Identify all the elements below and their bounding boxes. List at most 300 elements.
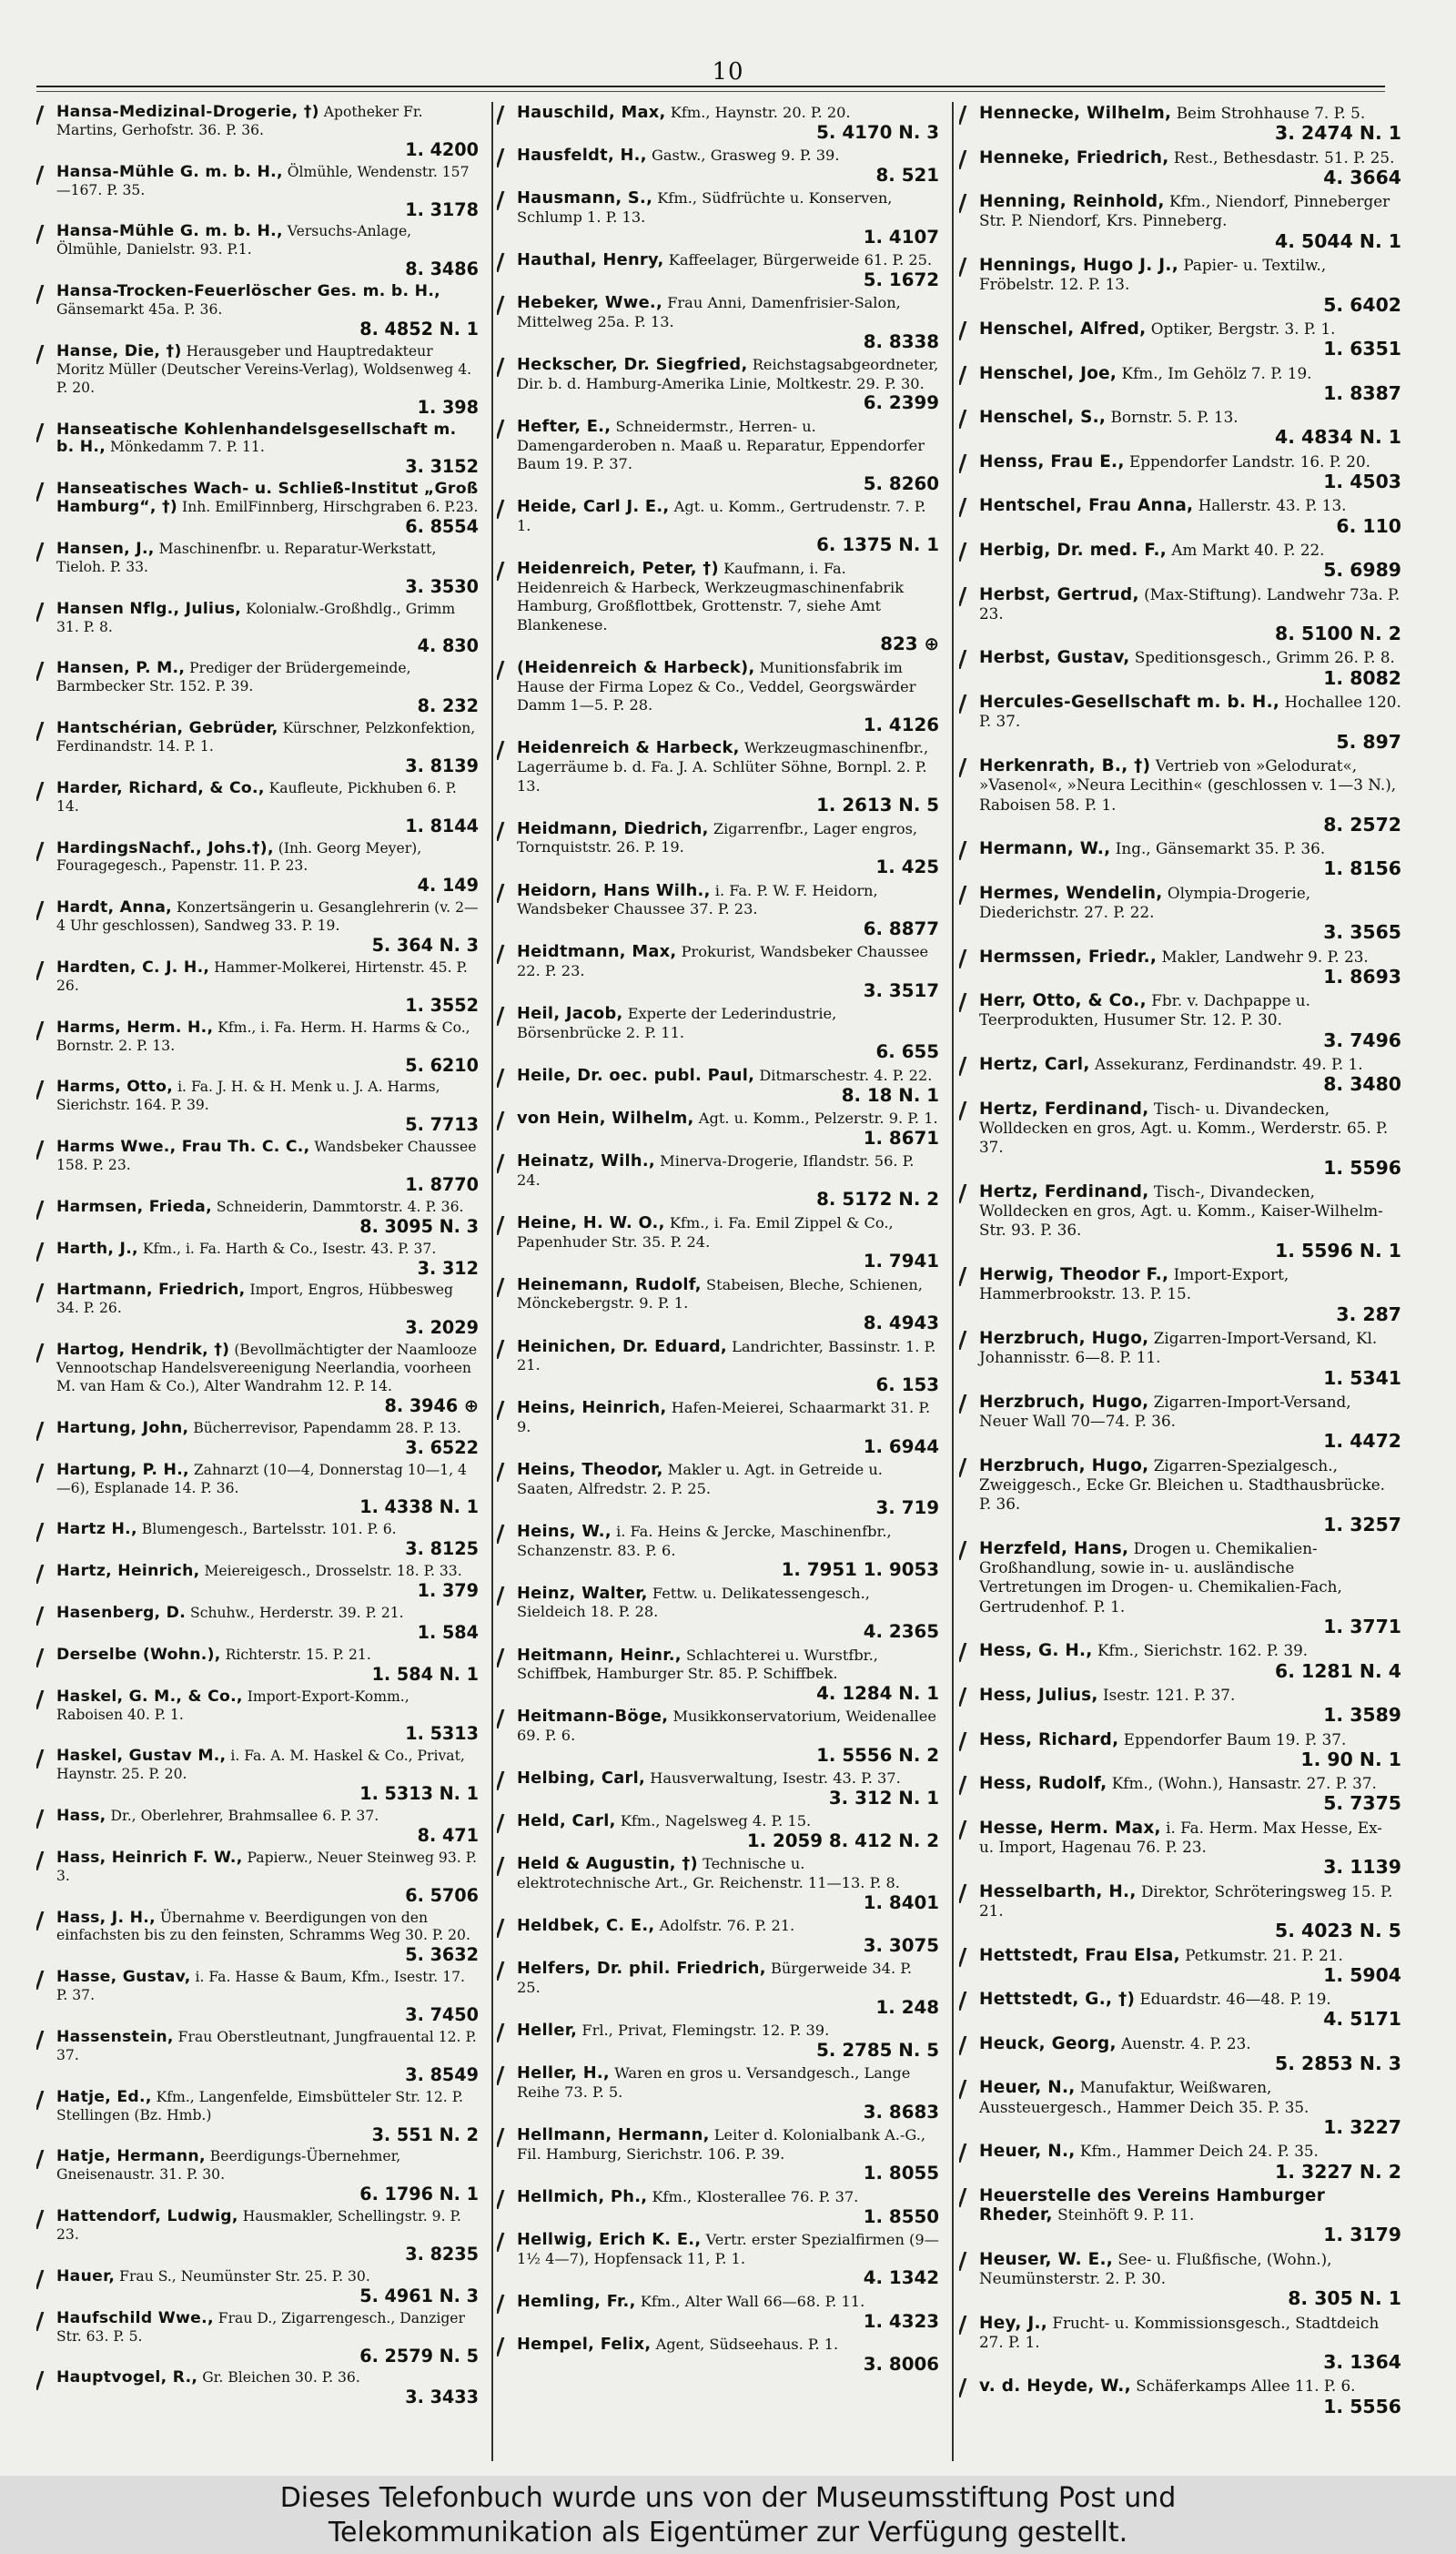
entry-address: Kaufleute, Pickhuben 6. P. 14.	[56, 779, 457, 815]
entry-address: Kolonialw.-Großhdlg., Grimm 31. P. 8.	[56, 600, 456, 635]
entry-address: Petkumstr. 21. P. 21.	[1185, 1945, 1343, 1964]
directory-column-1	[36, 102, 484, 2464]
entry-phone-number: 1. 398	[417, 396, 479, 418]
entry-phone-number: 1. 8055	[863, 2163, 939, 2184]
entry-phone-number: 6. 110	[1336, 514, 1401, 537]
entry-name: Hebeker, Wwe.,	[517, 293, 663, 313]
entry-address: Fbr. v. Dachpappe u. Teerprodukten, Husumer Str. 12. P. 30.	[979, 991, 1310, 1029]
entry-address: Eppendorfer Landstr. 16. P. 20.	[1128, 451, 1370, 471]
entry-phone-number: 4. 4834 N. 1	[1275, 426, 1401, 449]
entry-name: Heinemann, Rudolf,	[517, 1274, 702, 1294]
entry-address: Manufaktur, Weißwaren, Aussteuergesch., Hammer Deich 35. P. 35.	[979, 2078, 1309, 2116]
entry-phone-number: 1. 3227 N. 2	[1275, 2160, 1401, 2183]
entry-name: Henschel, Joe,	[979, 363, 1117, 383]
entry-phone-number: 3. 719	[875, 1497, 939, 1519]
entry-phone-number: 1. 4472	[1323, 1430, 1401, 1453]
entry-name: Hey, J.,	[979, 2313, 1048, 2333]
entry-name: Harms, Herm. H.,	[56, 1018, 214, 1037]
entry-address: Frl., Privat, Flemingstr. 12. P. 39.	[581, 2022, 830, 2040]
entry-address: Minerva-Drogerie, Iflandstr. 56. P. 24.	[517, 1152, 915, 1189]
entry-address: Makler u. Agt. in Getreide u. Saaten, Alfredstr. 2. P. 25.	[517, 1461, 883, 1497]
directory-entry	[497, 1397, 945, 1459]
entry-address: Gänsemarkt 45a. P. 36.	[56, 301, 223, 319]
directory-entry	[959, 1327, 1407, 1391]
directory-entry	[497, 737, 945, 817]
directory-entry	[36, 341, 484, 420]
directory-entry	[959, 539, 1407, 583]
entry-phone-number: 1. 3552	[405, 994, 479, 1016]
directory-entry	[959, 2032, 1407, 2077]
entry-name: Heidenreich, Peter, †)	[517, 559, 719, 579]
directory-entry	[36, 1077, 484, 1137]
directory-entry	[36, 1519, 484, 1561]
entry-name: Hauthal, Henry,	[517, 250, 664, 270]
entry-phone-number: 5. 3632	[405, 1944, 479, 1966]
directory-entry	[497, 1003, 945, 1065]
entry-name: Heuerstelle des Vereins Hamburger Rheder,	[979, 2185, 1326, 2225]
entry-phone-number: 4. 5044 N. 1	[1275, 229, 1401, 252]
directory-entry	[959, 691, 1407, 755]
entry-phone-number: 4. 1284 N. 1	[816, 1682, 939, 1704]
entry-address: Agt. u. Komm., Gertrudenstr. 7. P. 1.	[517, 498, 926, 534]
directory-entry	[36, 658, 484, 718]
directory-entry	[959, 1537, 1407, 1639]
entry-address: Schlachterei u. Wurstfbr., Schiffbek, Hamburger Str. 85. P. Schiffbek.	[517, 1646, 878, 1683]
entry-name: Hartz H.,	[56, 1520, 137, 1539]
footer-line-2: Telekommunikation als Eigentümer zur Verfügung gestellt.	[328, 2517, 1128, 2549]
entry-address: Vertr. erster Spezialfirmen (9—1½ 4—7), Hopfensack 11, P. 1.	[517, 2231, 939, 2267]
entry-name: Henss, Frau E.,	[979, 451, 1125, 471]
entry-name: Hartz, Heinrich,	[56, 1562, 200, 1581]
header-rule-thin	[36, 91, 1385, 92]
entry-name: Hass, J. H.,	[56, 1908, 156, 1927]
entry-name: Hefter, E.,	[517, 416, 612, 436]
entry-phone-number: 1. 8144	[405, 815, 479, 836]
column-divider	[491, 102, 493, 2461]
entry-name: Hasenberg, D.	[56, 1603, 187, 1622]
directory-entry	[959, 1391, 1407, 1454]
directory-entry	[497, 1150, 945, 1212]
entry-phone-number: 5. 4170 N. 3	[816, 121, 939, 143]
entry-phone-number: 1. 3178	[405, 198, 479, 220]
directory-entry	[36, 420, 484, 480]
entry-address: Drogen u. Chemikalien-Großhandlung, sowie in- u. ausländische Vertretungen im Drogen- u. Chemikalien-Fach, Gertrudenhof. P. 1.	[979, 1538, 1342, 1616]
entry-phone-number: 4. 149	[417, 875, 479, 897]
entry-address: Inh. EmilFinnberg, Hirschgraben 6. P.23.	[182, 499, 479, 516]
entry-address: i. Fa. Hasse & Baum, Kfm., Isestr. 17. P. 37.	[56, 1969, 466, 2004]
entry-phone-number: 6. 8877	[863, 917, 939, 939]
entry-phone-number: 1. 5596 N. 1	[1275, 1239, 1401, 1262]
entry-phone-number: 3. 3433	[405, 2387, 479, 2408]
directory-entry	[497, 657, 945, 737]
entry-name: Herzbruch, Hugo,	[979, 1328, 1149, 1348]
entry-address: Hafen-Meierei, Schaarmarkt 31. P. 9.	[517, 1399, 931, 1435]
entry-phone-number: 3. 3152	[405, 456, 479, 478]
entry-name: Heins, Theodor,	[517, 1460, 663, 1480]
directory-entry	[36, 2206, 484, 2266]
entry-phone-number: 8. 4943	[863, 1312, 939, 1334]
directory-entry	[497, 2124, 945, 2186]
entry-name: Hemling, Fr.,	[517, 2291, 636, 2311]
entry-address: Rest., Bethesdastr. 51. P. 25.	[1173, 147, 1395, 167]
entry-address: Kfm., (Wohn.), Hansastr. 27. P. 37.	[1111, 1774, 1377, 1793]
entry-phone-number: 5. 2785 N. 5	[816, 2039, 939, 2061]
entry-address: Leiter d. Kolonialbank A.-G., Fil. Hamburg, Sierichstr. 106. P. 39.	[517, 2126, 926, 2163]
directory-entry	[36, 539, 484, 599]
entry-phone-number: 6. 2579 N. 5	[359, 2345, 479, 2367]
directory-entry	[36, 778, 484, 838]
entry-name: Herzfeld, Hans,	[979, 1538, 1129, 1558]
directory-entry	[36, 1746, 484, 1806]
directory-column-2	[497, 102, 945, 2464]
entry-address: Maschinenfbr. u. Reparatur-Werkstatt, Tieloh. P. 33.	[56, 540, 437, 575]
entry-phone-number: 5. 4023 N. 5	[1275, 1920, 1401, 1942]
entry-name: Heins, Heinrich,	[517, 1398, 667, 1418]
entry-name: Hartung, John,	[56, 1418, 189, 1437]
entry-address: Ing., Gänsemarkt 35. P. 36.	[1115, 839, 1326, 858]
entry-address: Landrichter, Bassinstr. 1. P. 21.	[517, 1337, 936, 1374]
entry-address: Zigarren-Import-Versand, Neuer Wall 70—74. P. 36.	[979, 1392, 1351, 1431]
directory-entry	[959, 2375, 1407, 2419]
entry-address: Kfm., Nagelsweg 4. P. 15.	[620, 1812, 812, 1830]
entry-phone-number: 3. 8683	[863, 2101, 939, 2123]
directory-entry	[497, 1958, 945, 2020]
entry-address: Bornstr. 5. P. 13.	[1110, 408, 1239, 427]
entry-name: Heidtmann, Max,	[517, 942, 677, 962]
entry-name: Hasse, Gustav,	[56, 1968, 191, 1987]
entry-phone-number: 3. 3075	[863, 1934, 939, 1956]
entry-name: Heitmann, Heinr.,	[517, 1645, 682, 1665]
entry-name: Helbing, Carl,	[517, 1769, 646, 1789]
entry-phone-number: 8. 4852 N. 1	[359, 318, 479, 340]
entry-phone-number: 1. 5313 N. 1	[359, 1783, 479, 1805]
directory-entry	[497, 1706, 945, 1768]
entry-address: Beerdigungs-Übernehmer, Gneisenaustr. 31. P. 30.	[56, 2148, 401, 2184]
entry-address: i. Fa. J. H. & H. Menk u. J. A. Harms, Sierichstr. 164. P. 39.	[56, 1079, 440, 1114]
entry-phone-number: 1. 8387	[1323, 381, 1401, 404]
entry-name: Hermann, W.,	[979, 839, 1111, 859]
directory-entry	[959, 147, 1407, 191]
entry-address: Isestr. 121. P. 37.	[1102, 1685, 1236, 1704]
directory-entry	[959, 646, 1407, 691]
entry-phone-number: 3. 287	[1336, 1302, 1401, 1325]
directory-entry	[959, 1454, 1407, 1537]
entry-name: Hardt, Anna,	[56, 898, 172, 917]
directory-entry	[36, 162, 484, 222]
entry-address: Papierw., Neuer Steinweg 93. P. 3.	[56, 1849, 477, 1884]
directory-entry	[497, 1521, 945, 1583]
directory-entry	[959, 882, 1407, 946]
entry-address: Beim Strohhause 7. P. 5.	[1176, 104, 1366, 122]
entry-phone-number: 3. 1364	[1323, 2351, 1401, 2374]
entry-address: Kfm., Im Gehölz 7. P. 19.	[1121, 363, 1312, 382]
entry-phone-number: 1. 584 N. 1	[371, 1663, 479, 1685]
directory-entry	[497, 2291, 945, 2334]
directory-entry	[497, 1459, 945, 1521]
entry-address: Steinhöft 9. P. 11.	[1057, 2205, 1195, 2225]
entry-phone-number: 1. 6944	[863, 1435, 939, 1457]
footer-line-1: Dieses Telefonbuch wurde uns von der Museumsstiftung Post und	[279, 2482, 1177, 2514]
entry-name: Heckscher, Dr. Siegfried,	[517, 355, 748, 375]
entry-name: Hettstedt, Frau Elsa,	[979, 1945, 1180, 1965]
entry-phone-number: 5. 6989	[1323, 559, 1401, 582]
entry-name: Hatje, Ed.,	[56, 2087, 152, 2106]
entry-name: Hanseatisches Wach- u. Schließ-Institut „Groß Hamburg“, †)	[56, 480, 479, 517]
entry-address: Meiereigesch., Drosselstr. 18. P. 33.	[204, 1563, 462, 1580]
entry-name: Heinz, Walter,	[517, 1583, 648, 1603]
entry-phone-number: 3. 8139	[405, 755, 479, 776]
entry-phone-number: 1. 248	[875, 1996, 939, 2018]
entry-name: Heuer, N.,	[979, 2078, 1076, 2098]
entry-address: Frau Oberstleutnant, Jungfrauental 12. P. 37.	[56, 2029, 477, 2063]
entry-phone-number: 3. 7450	[405, 2004, 479, 2026]
entry-name: Heuer, N.,	[979, 2142, 1076, 2162]
entry-address: Zigarren-Spezialgesch., Zweiggesch., Ecke Gr. Bleichen u. Stadthausbrücke. P. 36.	[979, 1455, 1386, 1514]
directory-entry	[959, 102, 1407, 147]
entry-phone-number: 1. 8770	[405, 1173, 479, 1195]
entry-phone-number: 5. 6210	[405, 1054, 479, 1076]
directory-entry	[36, 479, 484, 539]
directory-entry	[497, 416, 945, 496]
entry-address: Munitionsfabrik im Hause der Firma Lopez & Co., Veddel, Georgswärder Damm 1—5. P. 28.	[517, 659, 916, 715]
directory-entry	[959, 946, 1407, 990]
entry-name: Heller,	[517, 2021, 578, 2041]
entry-name: Herkenrath, B., †)	[979, 755, 1151, 775]
entry-phone-number: 3. 8235	[405, 2243, 479, 2265]
entry-address: Auenstr. 4. P. 23.	[1121, 2033, 1251, 2052]
entry-phone-number: 6. 655	[875, 1041, 939, 1063]
directory-entry	[36, 1340, 484, 1418]
entry-phone-number: 1. 5341	[1323, 1366, 1401, 1389]
entry-phone-number: 8. 5100 N. 2	[1275, 623, 1401, 645]
entry-name: Henschel, Alfred,	[979, 319, 1147, 339]
entry-name: Hausmann, S.,	[517, 188, 653, 208]
entry-address: Gr. Bleichen 30. P. 36.	[202, 2369, 360, 2387]
entry-address: i. Fa. Heins & Jercke, Maschinenfbr., Schanzenstr. 83. P. 6.	[517, 1522, 892, 1559]
entry-phone-number: 8. 18 N. 1	[841, 1084, 939, 1106]
entry-address: Kfm., Haynstr. 20. P. 20.	[670, 104, 851, 121]
entry-name: Hellmann, Hermann,	[517, 2125, 710, 2145]
entry-name: Heine, H. W. O.,	[517, 1213, 665, 1233]
entry-name: Hauptvogel, R.,	[56, 2368, 198, 2387]
entry-name: Hatje, Hermann,	[56, 2147, 206, 2166]
entry-phone-number: 4. 2365	[863, 1620, 939, 1642]
entry-name: Hauer,	[56, 2266, 116, 2285]
entry-name: Hansa-Mühle G. m. b. H.,	[56, 222, 283, 241]
entry-phone-number: 1. 7951 1. 9053	[781, 1559, 939, 1581]
directory-entry	[36, 1460, 484, 1520]
directory-entry	[36, 599, 484, 659]
entry-address: Kaufmann, i. Fa. Heidenreich & Harbeck, Werkzeugmaschinenfabrik Hamburg, Großflottbek, Grottenstr. 7, siehe Amt Blankenese.	[517, 560, 905, 633]
entry-address: Hammer-Molkerei, Hirtenstr. 45. P. 26.	[56, 958, 468, 994]
entry-address: Frucht- u. Kommissionsgesch., Stadtdeich 27. P. 1.	[979, 2313, 1380, 2351]
entry-phone-number: 3. 312 N. 1	[828, 1787, 939, 1809]
entry-address: Wandsbeker Chaussee 158. P. 23.	[56, 1139, 477, 1174]
entry-name: Hausfeldt, H.,	[517, 146, 647, 166]
directory-entry	[497, 2020, 945, 2062]
entry-name: Heins, W.,	[517, 1521, 612, 1541]
entry-phone-number: 3. 1139	[1323, 1856, 1401, 1879]
entry-address: Am Markt 40. P. 22.	[1171, 540, 1325, 559]
directory-entry	[497, 249, 945, 292]
entry-address: Import-Export, Hammerbrookstr. 13. P. 15.	[979, 1265, 1289, 1303]
entry-phone-number: 1. 4107	[863, 226, 939, 248]
entry-address: Eppendorfer Baum 19. P. 37.	[1123, 1729, 1347, 1748]
entry-address: Eduardstr. 46—48. P. 19.	[1139, 1990, 1331, 2009]
entry-address: Olympia-Drogerie, Diederichstr. 27. P. 22.	[979, 883, 1311, 921]
entry-name: Haskel, G. M., & Co.,	[56, 1687, 243, 1706]
entry-phone-number: 3. 551 N. 2	[371, 2123, 479, 2145]
entry-phone-number: 1. 4338 N. 1	[359, 1496, 479, 1518]
entry-name: Heidorn, Hans Wilh.,	[517, 880, 711, 900]
directory-entry	[497, 1768, 945, 1810]
entry-address: See- u. Flußfische, (Wohn.), Neumünsterstr. 2. P. 30.	[979, 2249, 1332, 2287]
entry-name: Heinichen, Dr. Eduard,	[517, 1336, 727, 1356]
entry-phone-number: 3. 8125	[405, 1538, 479, 1560]
entry-name: Heidenreich & Harbeck,	[517, 738, 740, 758]
entry-name: Herr, Otto, & Co.,	[979, 991, 1147, 1011]
entry-name: Hanse, Die, †)	[56, 341, 182, 360]
directory-entry	[497, 1810, 945, 1853]
entry-name: Hansen, J.,	[56, 539, 155, 558]
entry-address: Bürgerweide 34. P. 25.	[517, 1960, 913, 1997]
entry-address: Agent, Südseehaus. P. 1.	[655, 2336, 839, 2354]
entry-phone-number: 1. 8671	[863, 1127, 939, 1149]
entry-name: Hartmann, Friedrich,	[56, 1281, 246, 1300]
directory-entry	[36, 1645, 484, 1687]
directory-entry	[959, 318, 1407, 362]
entry-name: Harder, Richard, & Co.,	[56, 778, 265, 797]
entry-name: Hesse, Herm. Max,	[979, 1818, 1161, 1838]
entry-phone-number: 3. 312	[417, 1257, 479, 1279]
entry-address: Kfm., Hammer Deich 24. P. 35.	[1079, 2142, 1319, 2161]
entry-name: Hennings, Hugo J. J.,	[979, 256, 1178, 276]
entry-phone-number: 3. 3517	[863, 979, 939, 1001]
entry-phone-number: 8. 3946 ⊕	[384, 1394, 479, 1416]
entry-address: Schäferkamps Allee 11. P. 6.	[1136, 2377, 1356, 2396]
entry-phone-number: 4. 830	[417, 635, 479, 657]
entry-phone-number: 3. 8549	[405, 2063, 479, 2085]
entry-phone-number: 5. 2853 N. 3	[1275, 2052, 1401, 2075]
entry-phone-number: 5. 1672	[863, 269, 939, 290]
directory-entry	[36, 1239, 484, 1281]
directory-entry	[497, 496, 945, 558]
entry-phone-number: 1. 5596	[1323, 1156, 1401, 1179]
entry-name: Hellmich, Ph.,	[517, 2186, 648, 2206]
entry-address: Gastw., Grasweg 9. P. 39.	[651, 147, 840, 165]
entry-name: Hess, Richard,	[979, 1729, 1119, 1749]
entry-phone-number: 1. 4323	[863, 2310, 939, 2332]
entry-address: Frau S., Neumünster Str. 25. P. 30.	[119, 2267, 370, 2285]
directory-entry	[959, 2184, 1407, 2248]
directory-entry	[959, 1098, 1407, 1181]
entry-name: Harms Wwe., Frau Th. C. C.,	[56, 1138, 310, 1157]
directory-entry	[36, 2367, 484, 2409]
directory-entry	[959, 1988, 1407, 2032]
directory-entry	[959, 2076, 1407, 2140]
directory-entry	[959, 1944, 1407, 1989]
entry-name: Hermes, Wendelin,	[979, 883, 1163, 903]
directory-entry	[36, 1280, 484, 1340]
entry-phone-number: 3. 2029	[405, 1317, 479, 1339]
entry-name: Hertz, Ferdinand,	[979, 1099, 1149, 1119]
directory-entry	[959, 1772, 1407, 1817]
entry-name: Harth, J.,	[56, 1239, 138, 1258]
entry-address: Dr., Oberlehrer, Brahmsallee 6. P. 37.	[110, 1808, 379, 1825]
directory-entry	[497, 1915, 945, 1958]
entry-phone-number: 5. 7375	[1323, 1792, 1401, 1815]
directory-entry	[36, 1197, 484, 1239]
entry-name: Helfers, Dr. phil. Friedrich,	[517, 1959, 766, 1979]
directory-entry	[959, 190, 1407, 254]
directory-entry	[497, 2229, 945, 2291]
entry-address: Vertrieb von »Gelodurat«, »Vasenol«, »Neura Lecithin« (geschlossen v. 1—3 N.), Raboisen 58. P. 1.	[979, 755, 1397, 814]
directory-entry	[36, 1603, 484, 1645]
entry-phone-number: 1. 90 N. 1	[1300, 1748, 1401, 1770]
entry-phone-number: 1. 8401	[863, 1891, 939, 1913]
header-rule	[36, 86, 1385, 87]
entry-phone-number: 6. 5706	[405, 1884, 479, 1906]
entry-phone-number: 8. 8338	[863, 330, 939, 352]
entry-name: Heile, Dr. oec. publ. Paul,	[517, 1065, 755, 1085]
entry-phone-number: 5. 897	[1336, 730, 1401, 753]
directory-entry	[959, 451, 1407, 495]
entry-name: Hess, G. H.,	[979, 1641, 1093, 1661]
entry-address: Direktor, Schröteringsweg 15. P. 21.	[979, 1881, 1393, 1920]
page-number: 10	[712, 58, 744, 86]
entry-phone-number: 1. 379	[417, 1580, 479, 1602]
entry-phone-number: 3. 2474 N. 1	[1275, 122, 1401, 145]
entry-address: Kaffeelager, Bürgerweide 61. P. 25.	[668, 251, 933, 269]
entry-phone-number: 6. 1375 N. 1	[816, 534, 939, 556]
entry-address: Tisch-, Divandecken, Wolldecken en gros, Agt. u. Komm., Kaiser-Wilhelm-Str. 93. P. 36.	[979, 1181, 1383, 1240]
directory-entry	[959, 837, 1407, 882]
entry-name: Heil, Jacob,	[517, 1004, 623, 1024]
entry-phone-number: 1. 425	[875, 856, 939, 877]
entry-name: Hardten, C. J. H.,	[56, 958, 210, 977]
entry-address: Speditionsgesch., Grimm 26. P. 8.	[1134, 648, 1395, 667]
entry-phone-number: 8. 471	[417, 1824, 479, 1846]
entry-address: Kfm., Langenfelde, Eimsbütteler Str. 12. P. Stellingen (Bz. Hmb.)	[56, 2088, 463, 2123]
entry-address: Kfm., Alter Wall 66—68. P. 11.	[640, 2292, 865, 2310]
directory-entry	[36, 2027, 484, 2087]
entry-phone-number: 1. 4126	[863, 714, 939, 735]
entry-address: Kfm., Südfrüchte u. Konserven, Schlump 1. P. 13.	[517, 189, 893, 226]
entry-name: Hass,	[56, 1807, 106, 1826]
entry-phone-number: 8. 3486	[405, 258, 479, 280]
entry-phone-number: 8. 3480	[1323, 1073, 1401, 1096]
directory-entry	[959, 1263, 1407, 1327]
entry-name: von Hein, Wilhelm,	[517, 1109, 694, 1129]
directory-entry	[959, 362, 1407, 407]
directory-column-3	[959, 102, 1407, 2464]
directory-entry	[959, 755, 1407, 837]
entry-address: Zahnarzt (10—4, Donnerstag 10—1, 4—6), Esplanade 14. P. 36.	[56, 1461, 467, 1496]
directory-entry	[497, 2334, 945, 2377]
entry-name: Hartung, P. H.,	[56, 1460, 189, 1479]
entry-name: Hercules-Gesellschaft m. b. H.,	[979, 693, 1280, 713]
entry-phone-number: 1. 3257	[1323, 1513, 1401, 1535]
entry-address: Kfm., Sierichstr. 162. P. 39.	[1097, 1641, 1309, 1660]
entry-name: Heidmann, Diedrich,	[517, 818, 709, 838]
directory-entry	[497, 1336, 945, 1398]
entry-address: Herausgeber und Hauptredakteur Moritz Müller (Deutscher Vereins-Verlag), Woldsenweg 4. P. 20.	[56, 342, 472, 396]
entry-name: Hansen Nflg., Julius,	[56, 599, 242, 618]
entry-name: Herbst, Gertrud,	[979, 584, 1139, 604]
directory-entry	[497, 354, 945, 416]
entry-name: Hertz, Ferdinand,	[979, 1181, 1149, 1201]
directory-entry	[36, 1018, 484, 1078]
